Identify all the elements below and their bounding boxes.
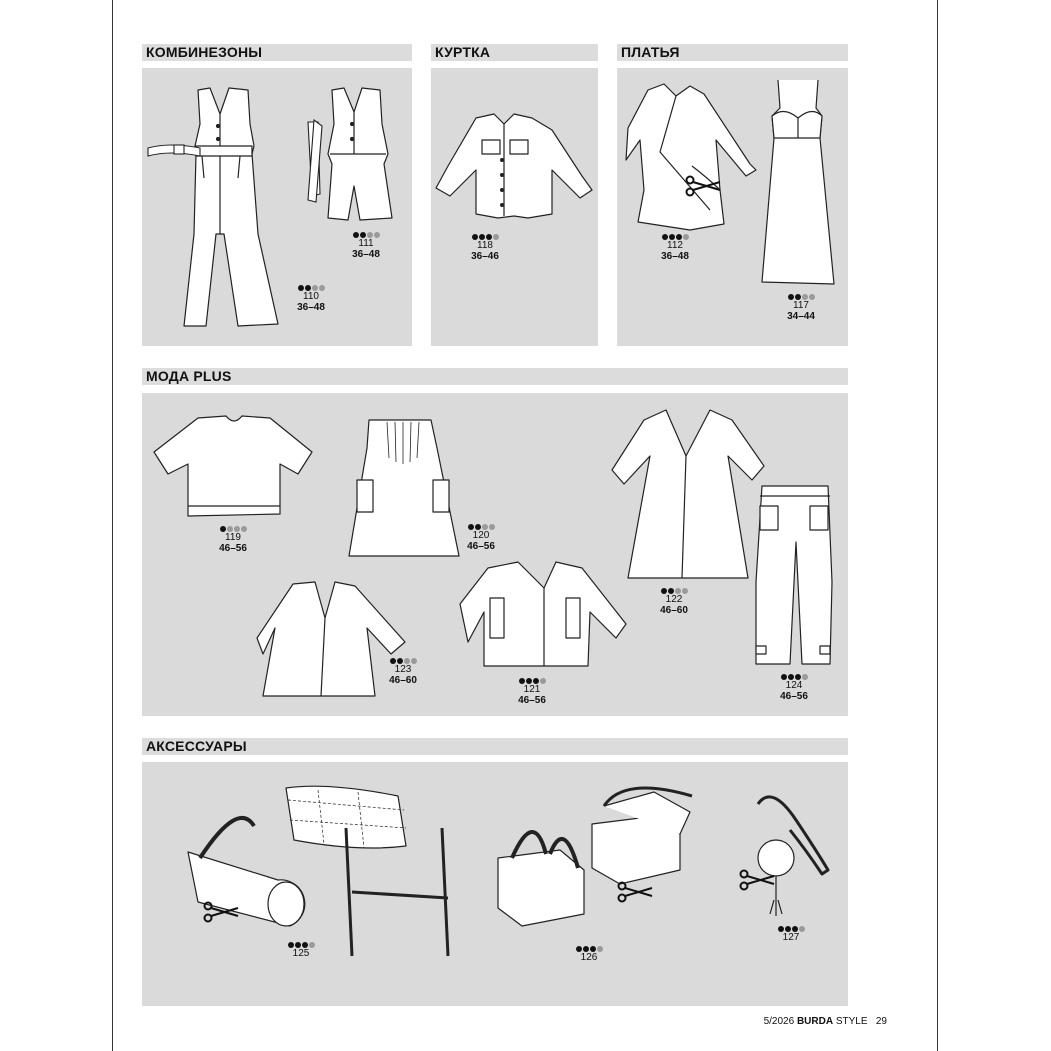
model-number: 126 — [580, 952, 598, 963]
skirt-120-drawing — [345, 418, 465, 560]
model-number: 124 — [785, 680, 803, 691]
section-title-jacket: КУРТКА — [431, 44, 598, 61]
model-sizes: 36–48 — [661, 251, 689, 262]
dress-117-drawing — [758, 78, 838, 288]
jumpsuit-111-drawing — [298, 84, 398, 224]
model-number: 120 — [472, 530, 490, 541]
model-number: 117 — [793, 300, 809, 311]
section-title-accessories: АКСЕССУАРЫ — [142, 738, 848, 755]
model-sizes: 36–48 — [352, 249, 380, 260]
model-sizes: 46–60 — [389, 675, 417, 686]
model-120-label — [451, 522, 511, 552]
model-number: 111 — [358, 238, 374, 249]
difficulty-dots — [559, 944, 619, 952]
model-127-label — [761, 924, 821, 943]
round-bag-127-drawing — [736, 790, 836, 920]
model-number: 121 — [523, 684, 541, 695]
page-left-rule — [112, 0, 113, 1051]
difficulty-dots — [373, 656, 433, 664]
difficulty-dot-empty — [241, 526, 247, 532]
difficulty-dots — [502, 676, 562, 684]
bags-126-drawing — [494, 778, 699, 938]
difficulty-dots — [645, 232, 705, 240]
model-126-label — [559, 944, 619, 963]
difficulty-dot-empty — [319, 285, 325, 291]
brand-suffix: STYLE — [835, 1016, 868, 1027]
page-right-rule — [937, 0, 938, 1051]
difficulty-dot-empty — [802, 674, 808, 680]
difficulty-dot-empty — [493, 234, 499, 240]
model-111-label — [336, 230, 396, 260]
difficulty-dots — [451, 522, 511, 530]
model-number: 123 — [394, 664, 412, 675]
difficulty-dots — [455, 232, 515, 240]
difficulty-dots — [771, 292, 831, 300]
model-sizes: 36–48 — [297, 302, 325, 313]
model-122-label — [644, 586, 704, 616]
model-117-label — [771, 292, 831, 322]
difficulty-dot-empty — [809, 294, 815, 300]
model-124-label — [764, 672, 824, 702]
model-sizes: 36–46 — [471, 251, 499, 262]
section-title-plus: МОДА PLUS — [142, 368, 848, 385]
difficulty-dots — [761, 924, 821, 932]
page-footer — [700, 1016, 887, 1027]
model-number: 112 — [667, 240, 683, 251]
difficulty-dots — [271, 940, 331, 948]
model-110-label — [281, 283, 341, 313]
jacket-121-drawing — [458, 558, 633, 670]
difficulty-dot-empty — [374, 232, 380, 238]
model-number: 122 — [665, 594, 683, 605]
difficulty-dots — [644, 586, 704, 594]
jacket-118-drawing — [432, 110, 597, 230]
difficulty-dots — [281, 283, 341, 291]
difficulty-dot-empty — [489, 524, 495, 530]
top-119-drawing — [152, 412, 317, 522]
difficulty-dot-empty — [683, 234, 689, 240]
model-sizes: 46–56 — [219, 543, 247, 554]
model-sizes: 46–60 — [660, 605, 688, 616]
difficulty-dot-empty — [411, 658, 417, 664]
section-title-jumpsuits: КОМБИНЕЗОНЫ — [142, 44, 412, 61]
difficulty-dot-empty — [799, 926, 805, 932]
model-125-label — [271, 940, 331, 959]
model-number: 118 — [477, 240, 493, 251]
difficulty-dots — [203, 524, 263, 532]
model-number: 119 — [225, 532, 241, 543]
issue-number: 5/2026 — [763, 1016, 795, 1027]
difficulty-dot-empty — [597, 946, 603, 952]
model-123-label — [373, 656, 433, 686]
model-sizes: 46–56 — [780, 691, 808, 702]
trousers-124-drawing — [752, 482, 837, 667]
difficulty-dot-empty — [540, 678, 546, 684]
model-sizes: 46–56 — [518, 695, 546, 706]
jumpsuit-110-drawing — [140, 84, 290, 329]
model-number: 110 — [303, 291, 319, 302]
difficulty-dot-empty — [682, 588, 688, 594]
model-119-label — [203, 524, 263, 554]
model-number: 127 — [782, 932, 800, 943]
brand-name: BURDA — [796, 1016, 834, 1027]
difficulty-dots — [336, 230, 396, 238]
model-121-label — [502, 676, 562, 706]
page-number: 29 — [875, 1016, 887, 1027]
difficulty-dots — [764, 672, 824, 680]
model-number: 125 — [292, 948, 310, 959]
dress-122-drawing — [608, 406, 768, 582]
model-sizes: 34–44 — [787, 311, 815, 322]
model-118-label — [455, 232, 515, 262]
model-sizes: 46–56 — [467, 541, 495, 552]
section-title-dresses: ПЛАТЬЯ — [617, 44, 848, 61]
difficulty-dot-empty — [309, 942, 315, 948]
model-112-label — [645, 232, 705, 262]
dress-112-drawing — [620, 80, 770, 235]
